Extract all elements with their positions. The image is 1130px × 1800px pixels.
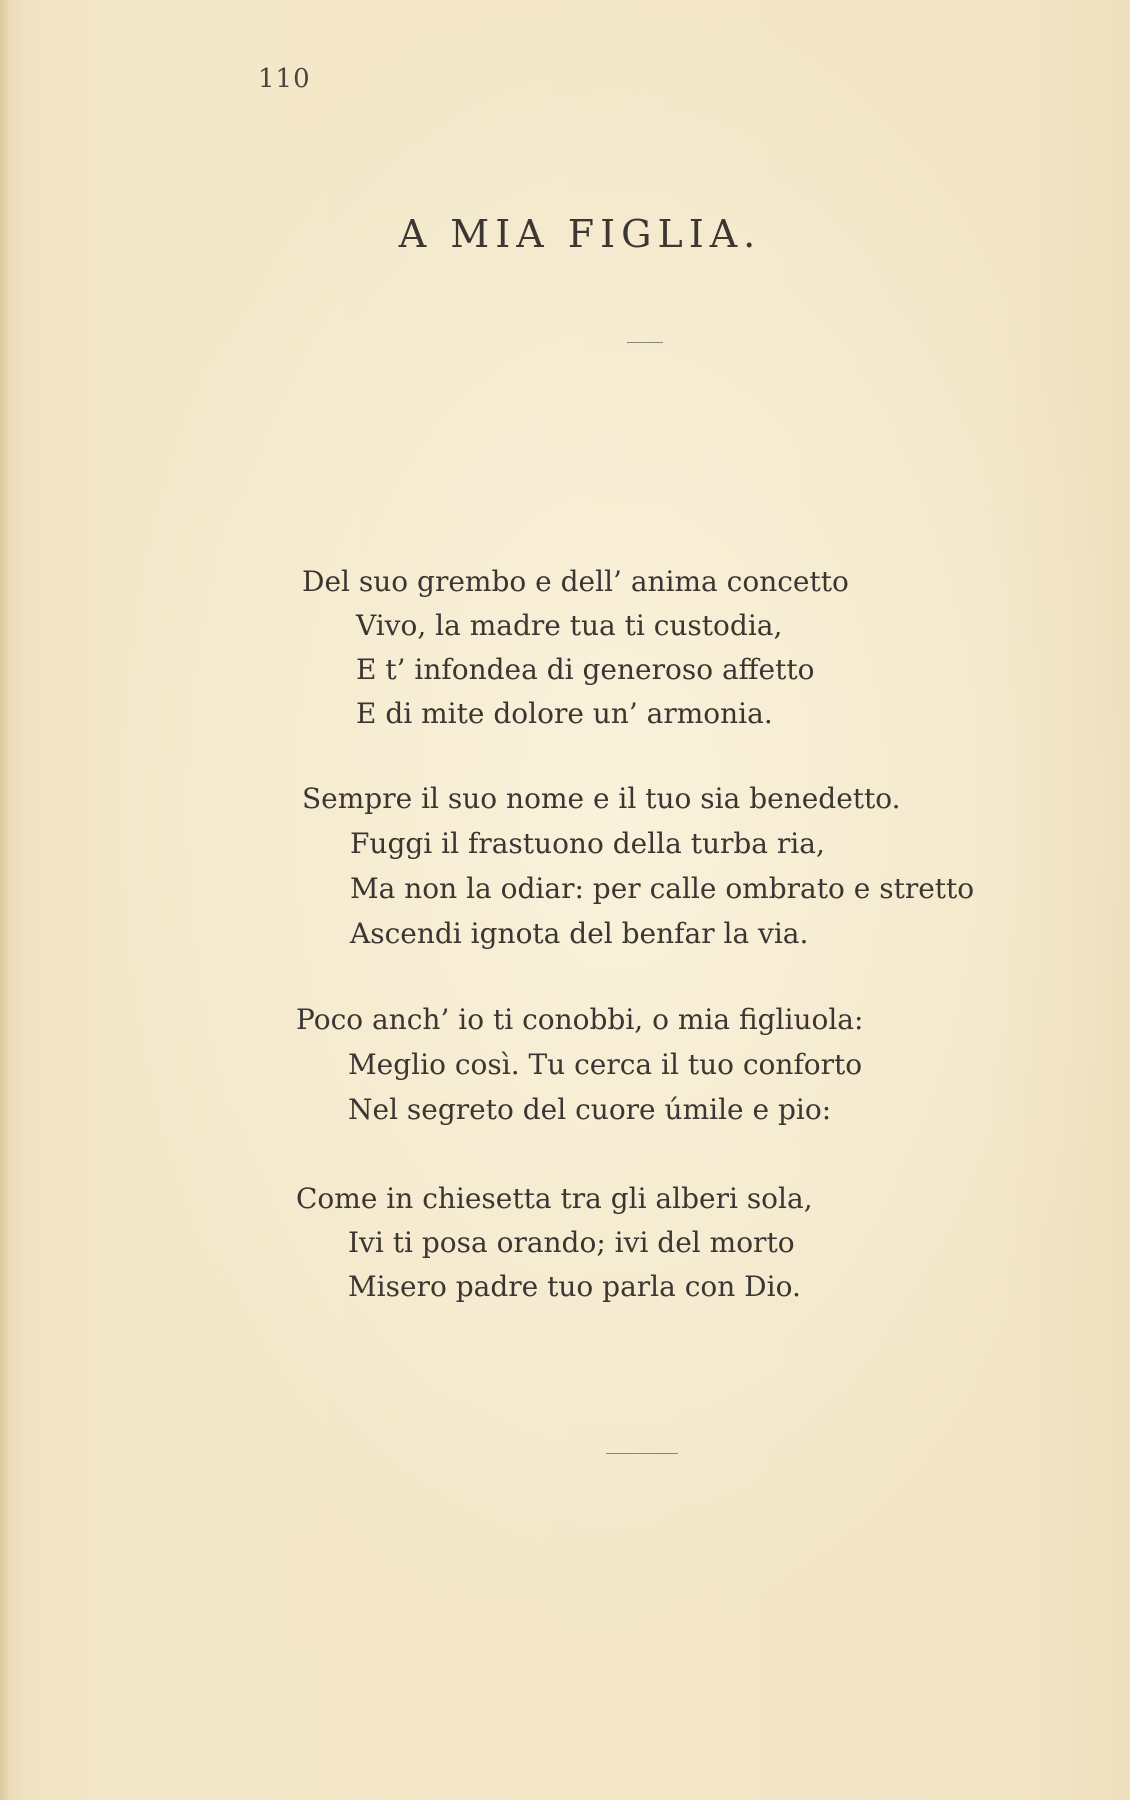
poem-line: Nel segreto del cuore úmile e pio: (348, 1093, 832, 1126)
poem-line: Vivo, la madre tua ti custodia, (356, 609, 783, 642)
poem-line: Del suo grembo e dell’ anima concetto (302, 565, 849, 598)
poem-line: Ascendi ignota del benfar la via. (350, 917, 809, 950)
closing-divider (606, 1453, 678, 1454)
poem-line: Fuggi il frastuono della turba ria, (350, 827, 825, 860)
poem-line: Ma non la odiar: per calle ombrato e stretto (350, 872, 975, 905)
poem-line: Meglio così. Tu cerca il tuo conforto (348, 1048, 863, 1081)
poem-line: Misero padre tuo parla con Dio. (348, 1270, 801, 1303)
poem-line: Come in chiesetta tra gli alberi sola, (296, 1182, 813, 1215)
poem-line: E t’ infondea di generoso affetto (356, 653, 815, 686)
poem-line: E di mite dolore un’ armonia. (356, 697, 773, 730)
poem-line: Ivi ti posa orando; ivi del morto (348, 1226, 795, 1259)
poem-line: Poco anch’ io ti conobbi, o mia figliuola: (296, 1003, 864, 1036)
page-number: 110 (258, 64, 311, 94)
poem-line: Sempre il suo nome e il tuo sia benedetto. (302, 782, 901, 815)
poem-title: A MIA FIGLIA. (398, 212, 762, 256)
